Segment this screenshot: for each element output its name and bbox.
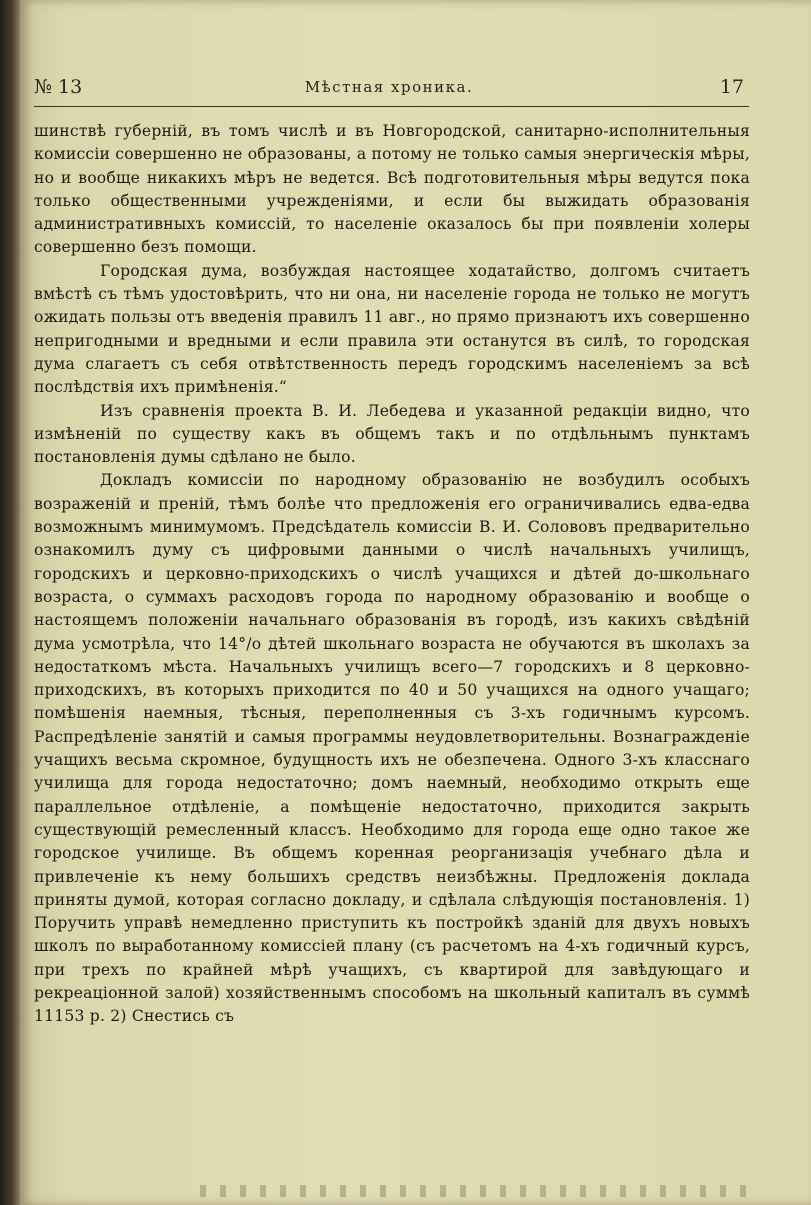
paragraph-2: Городская дума, возбуждая настоящее ходатайство, долгомъ считаетъ вмѣстѣ съ тѣмъ удостовѣрить, что ни она, ни населеніе города не только не могутъ ожидать пользы отъ введенія правилъ 11 авг., но прямо признаютъ ихъ совершенно непригодными и вредными и если правила эти останутся въ силѣ, то городская дума слагаетъ съ себя отвѣтственность передъ городскимъ населеніемъ за всѣ послѣдствія ихъ примѣненія.“ (34, 261, 750, 397)
article-body (34, 120, 750, 1029)
paragraph-1: шинствѣ губерній, въ томъ числѣ и въ Новгородской, санитарно-исполнительныя комиссіи совершенно не образованы, а потому не только самыя энергическія мѣры, но и вообще никакихъ мѣръ не ведется. Всѣ подготовительныя мѣры ведутся пока только общественными учрежденіями, и если бы выжидать образованія административныхъ комиссій, то населеніе оказалось бы при появленіи холеры совершенно безъ помощи. (34, 122, 750, 257)
page-number: 17 (719, 76, 744, 98)
page-header (34, 76, 744, 102)
book-spine-edge (0, 0, 20, 1205)
paragraph-4: Докладъ комиссіи по народному образованію не возбудилъ особыхъ возраженій и преній, тѣмъ болѣе что предложенія его ограничивались едва-едва возможнымъ минимумомъ. Предсѣдатель комиссіи В. И. Солововъ предварительно ознакомилъ думу съ цифровыми данными о числѣ начальныхъ училищъ, городскихъ и церковно-приходскихъ о числѣ учащихся и дѣтей до-школьнаго возраста, о суммахъ расходовъ города по народному образованію и вообще о настоящемъ положеніи начальнаго образованія въ городѣ, изъ какихъ свѣдѣній дума усмотрѣла, что 14°/о дѣтей школьнаго возраста не обучаются въ школахъ за недостаткомъ мѣста. Начальныхъ училищъ всего—7 городскихъ и 8 церковно-приходскихъ, въ которыхъ приходится по 40 и 50 учащихся на одного учащаго; помѣшенія наемныя, тѣсныя, переполненныя съ 3-хъ годичнымъ курсомъ. Распредѣленіе занятій и самыя программы неудовлетворительны. Вознагражденіе учащихъ весьма скромное, будущность ихъ не обезпечена. Одного 3-хъ класснаго училища для города недостаточно; домъ наемный, необходимо открыть еще параллельное отдѣленіе, а помѣщеніе недостаточно, приходится закрыть существующій ремесленный классъ. Необходимо для города еще одно такое же городское училище. Въ общемъ коренная реорганизація учебнаго дѣла и привлеченіе къ нему большихъ средствъ неизбѣжны. Предложенія доклада приняты думой, которая согласно докладу, и сдѣлала слѣдующія постановленія. 1) Поручить управѣ немедленно приступить къ постройкѣ зданій для двухъ новыхъ школъ по выработанному комиссіей плану (съ расчетомъ на 4-хъ годичный курсъ, при трехъ по крайней мѣрѣ учащихъ, съ квартирой для завѣдующаго и рекреаціонной залой) хозяйственнымъ способомъ на школьный капиталъ въ суммѣ 11153 р. 2) Снестись съ (34, 471, 750, 1026)
section-title: Мѣстная хроника. (304, 78, 474, 96)
print-smudge-bottom (200, 1185, 760, 1197)
issue-number: № 13 (34, 76, 83, 98)
header-rule (34, 106, 749, 107)
paragraph-3: Изъ сравненія проекта В. И. Лебедева и указанной редакціи видно, что измѣненій по существу какъ въ общемъ такъ и по отдѣльнымъ пунктамъ постановленія думы сдѣлано не было. (34, 401, 750, 467)
